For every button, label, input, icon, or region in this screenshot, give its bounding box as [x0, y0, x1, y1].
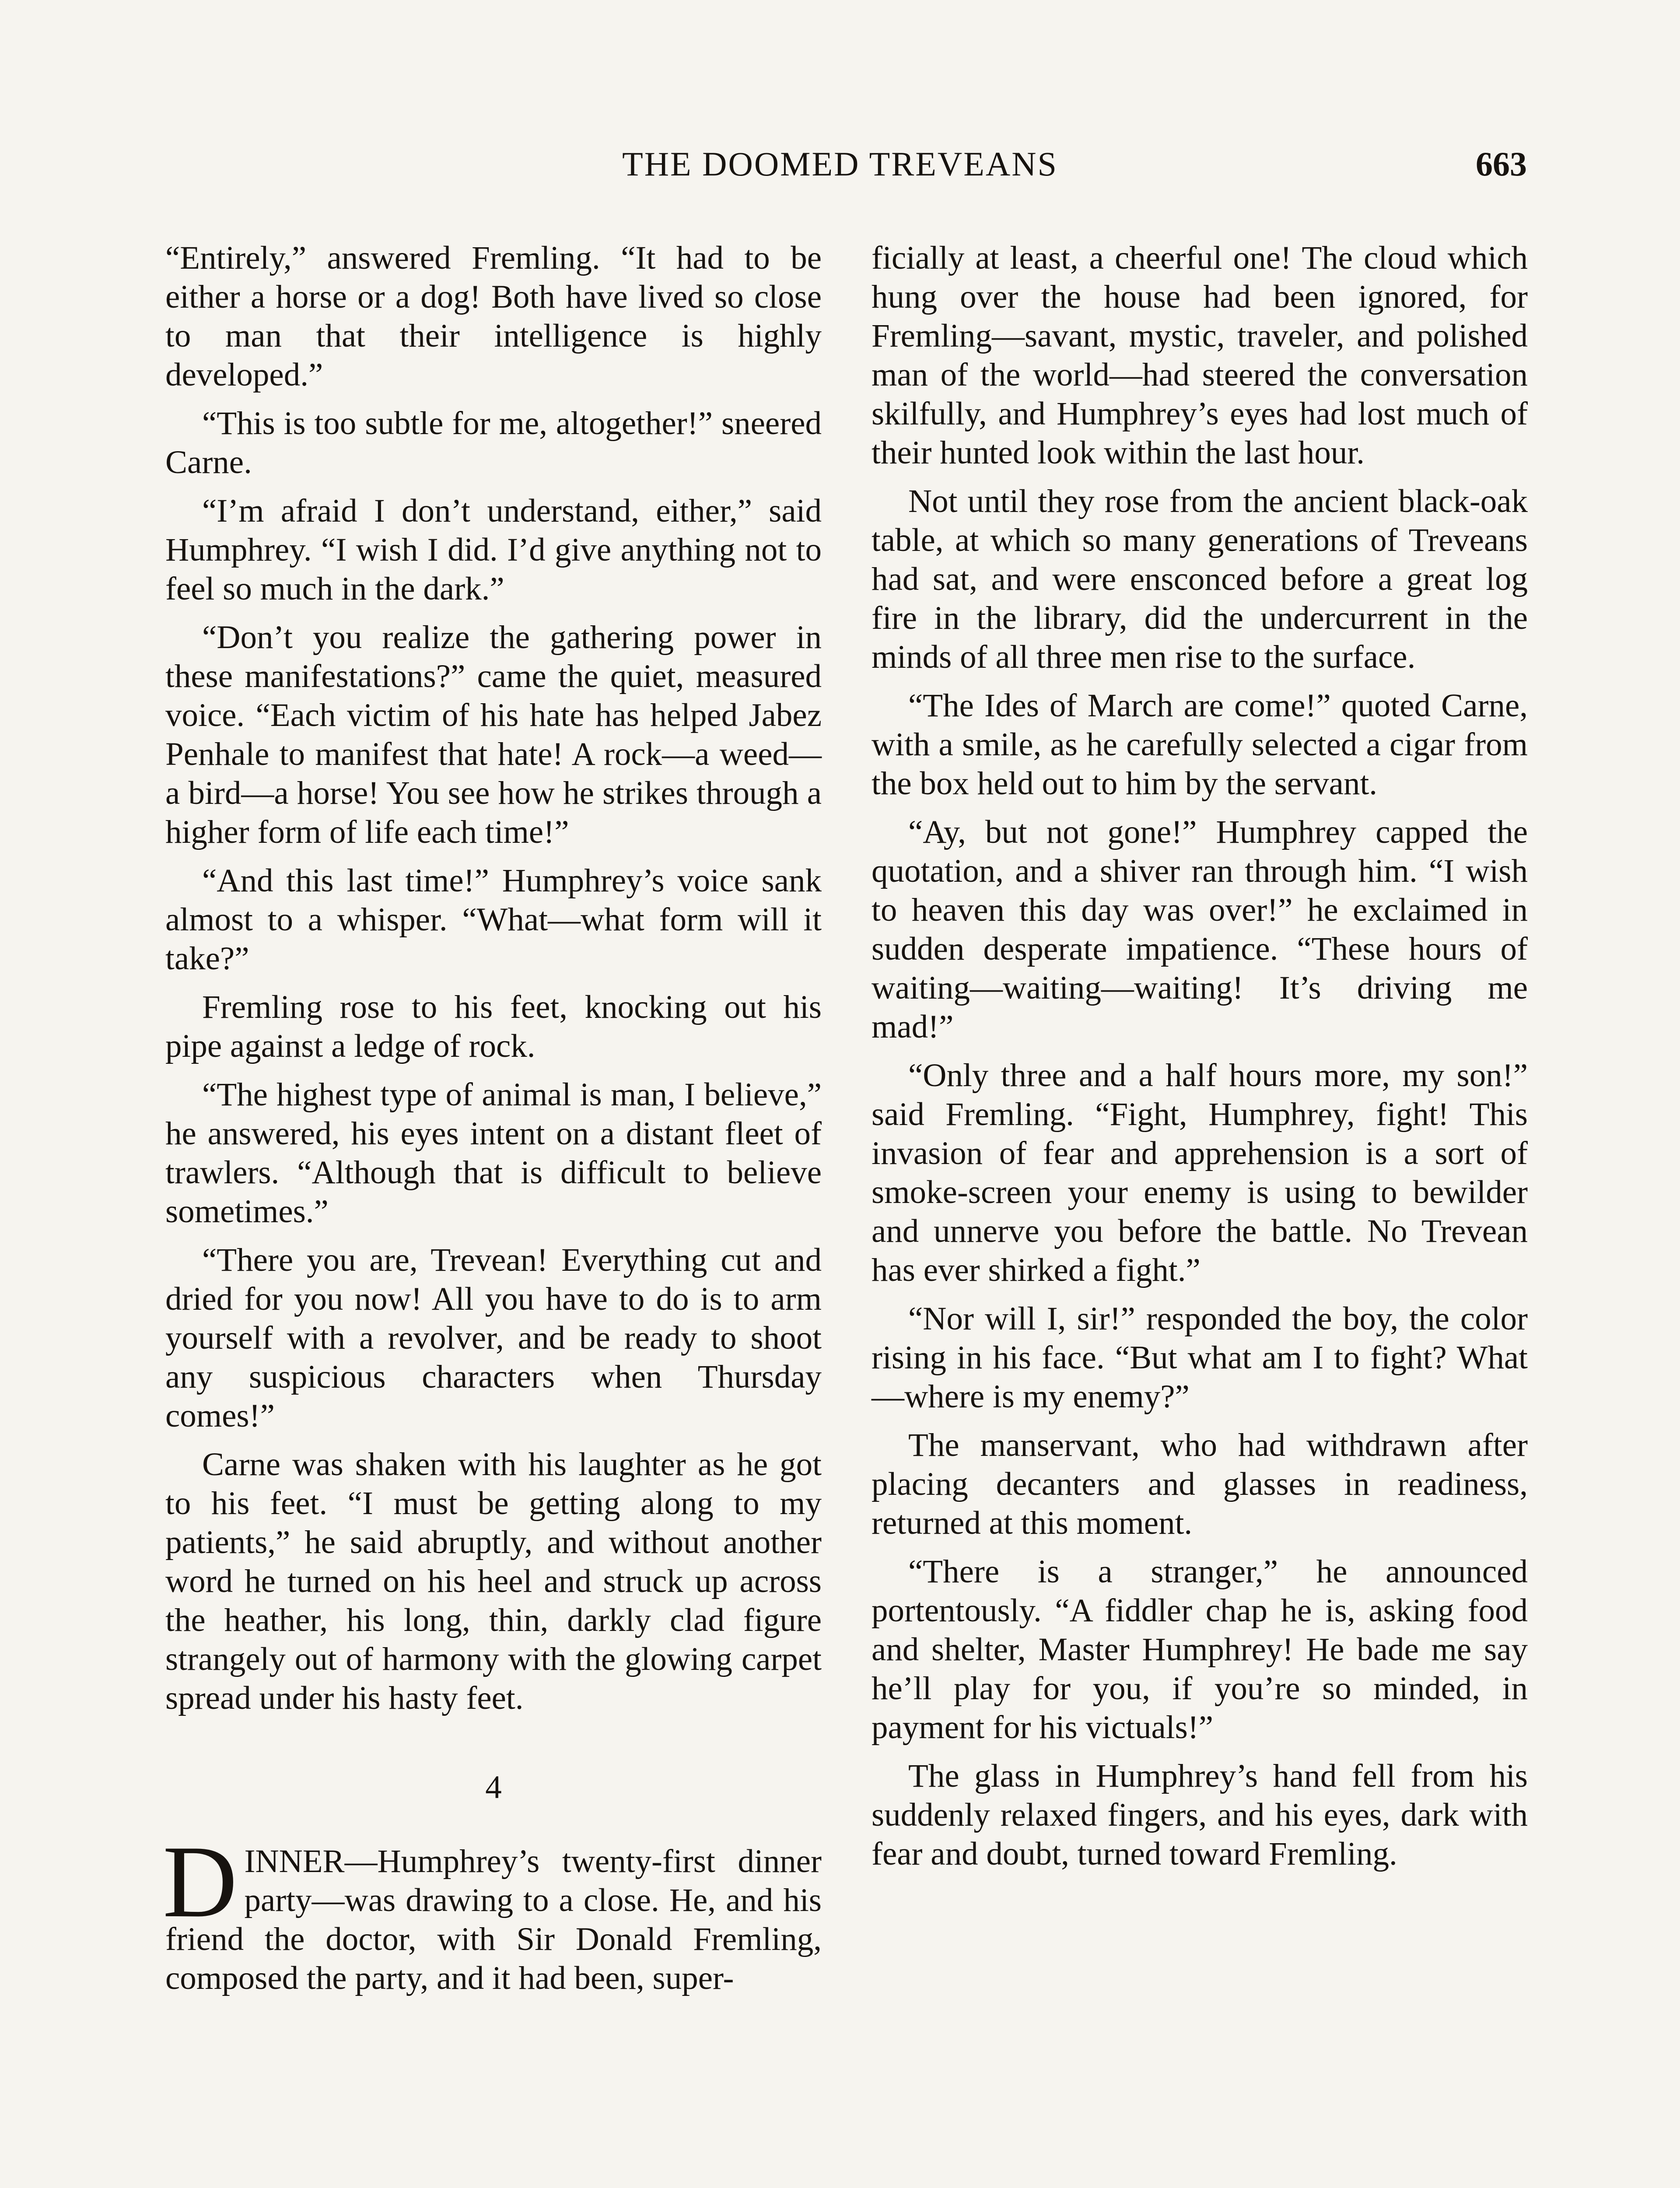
opening-small-caps: INNER	[244, 1843, 345, 1879]
section-number: 4	[485, 1769, 502, 1806]
paragraph: “There is a stranger,” he announced portentously. “A fiddler chap he is, asking food and shelter, Master Humphrey! He bade me say he’ll play for you, if you’re so minded, in payment for his victuals!”	[872, 1553, 1528, 1746]
paragraph: “Ay, but not gone!” Humphrey capped the quotation, and a shiver ran through him. “I wish to heaven this day was over!” he exclaimed in sudden desperate impatience. “These hours of waiting—waiting—waiting! It’s driving me mad!”	[872, 814, 1528, 1045]
running-title: THE DOOMED TREVEANS	[622, 145, 1058, 183]
paragraph: “Don’t you realize the gathering power in these manifestations?” came the quiet, measured voice. “Each victim of his hate has helped Jabez Penhale to manifest that hate! A rock—a weed—a bird—a horse! You see how he strikes through a higher form of life each time!”	[165, 619, 822, 850]
paragraph: “Entirely,” answered Fremling. “It had to be either a horse or a dog! Both have lived so close to man that their intelligence is highly developed.”	[165, 240, 822, 393]
paragraph: Fremling rose to his feet, knocking out his pipe against a ledge of rock.	[165, 989, 822, 1064]
paragraph: “And this last time!” Humphrey’s voice sank almost to a whisper. “What—what form will it take?”	[165, 863, 822, 977]
paragraph: “There you are, Trevean! Everything cut and dried for you now! All you have to do is to arm yourself with a revolver, and be ready to shoot any suspicious characters when Thursday comes!”	[165, 1242, 822, 1434]
paragraph: “I’m afraid I don’t understand, either,” said Humphrey. “I wish I did. I’d give anything not to feel so much in the dark.”	[165, 493, 822, 607]
paragraph: The manservant, who had withdrawn after placing decanters and glasses in readiness, returned at this moment.	[872, 1427, 1528, 1541]
paragraph: The glass in Humphrey’s hand fell from his suddenly relaxed fingers, and his eyes, dark with fear and doubt, turned toward Fremling.	[872, 1758, 1528, 1872]
left-column	[165, 238, 822, 1998]
section-opening	[163, 1825, 822, 1998]
paragraph: “The Ides of March are come!” quoted Carne, with a smile, as he carefully selected a cigar from the box held out to him by the servant.	[872, 687, 1528, 802]
drop-cap: D	[163, 1825, 238, 1939]
opening-text: —Humphrey’s twenty-first dinner party—was drawing to a close. He, and his friend the doctor, with Sir Donald Fremling, composed the party, and it had been, super-	[165, 1843, 822, 1996]
paragraph: “The highest type of animal is man, I believe,” he answered, his eyes intent on a distant fleet of trawlers. “Although that is difficult to believe sometimes.”	[165, 1076, 822, 1230]
right-column	[872, 238, 1528, 1873]
paragraph: “This is too subtle for me, altogether!” sneered Carne.	[165, 405, 822, 480]
paragraph: “Only three and a half hours more, my son!” said Fremling. “Fight, Humphrey, fight! This invasion of fear and apprehension is a sort of smoke-screen your enemy is using to bewilder and unnerve you before the battle. No Trevean has ever shirked a fight.”	[872, 1057, 1528, 1288]
paragraph: “Nor will I, sir!” responded the boy, the color rising in his face. “But what am I to fight? What—where is my enemy?”	[872, 1301, 1528, 1415]
paragraph: ficially at least, a cheerful one! The cloud which hung over the house had been ignored, for Fremling—savant, mystic, traveler, and polished man of the world—had steered the conversation skilfully, and Humphrey’s eyes had lost much of their hunted look within the last hour.	[872, 240, 1528, 471]
page-number: 663	[1476, 145, 1527, 183]
paragraph: Carne was shaken with his laughter as he got to his feet. “I must be getting along to my patients,” he said abruptly, and without another word he turned on his heel and struck up across the heather, his long, thin, darkly clad figure strangely out of harmony with the glowing carpet spread under his hasty feet.	[165, 1446, 822, 1716]
paragraph: Not until they rose from the ancient black-oak table, at which so many generations of Treveans had sat, and were ensconced before a great log fire in the library, did the undercurrent in the minds of all three men rise to the surface.	[872, 483, 1528, 675]
